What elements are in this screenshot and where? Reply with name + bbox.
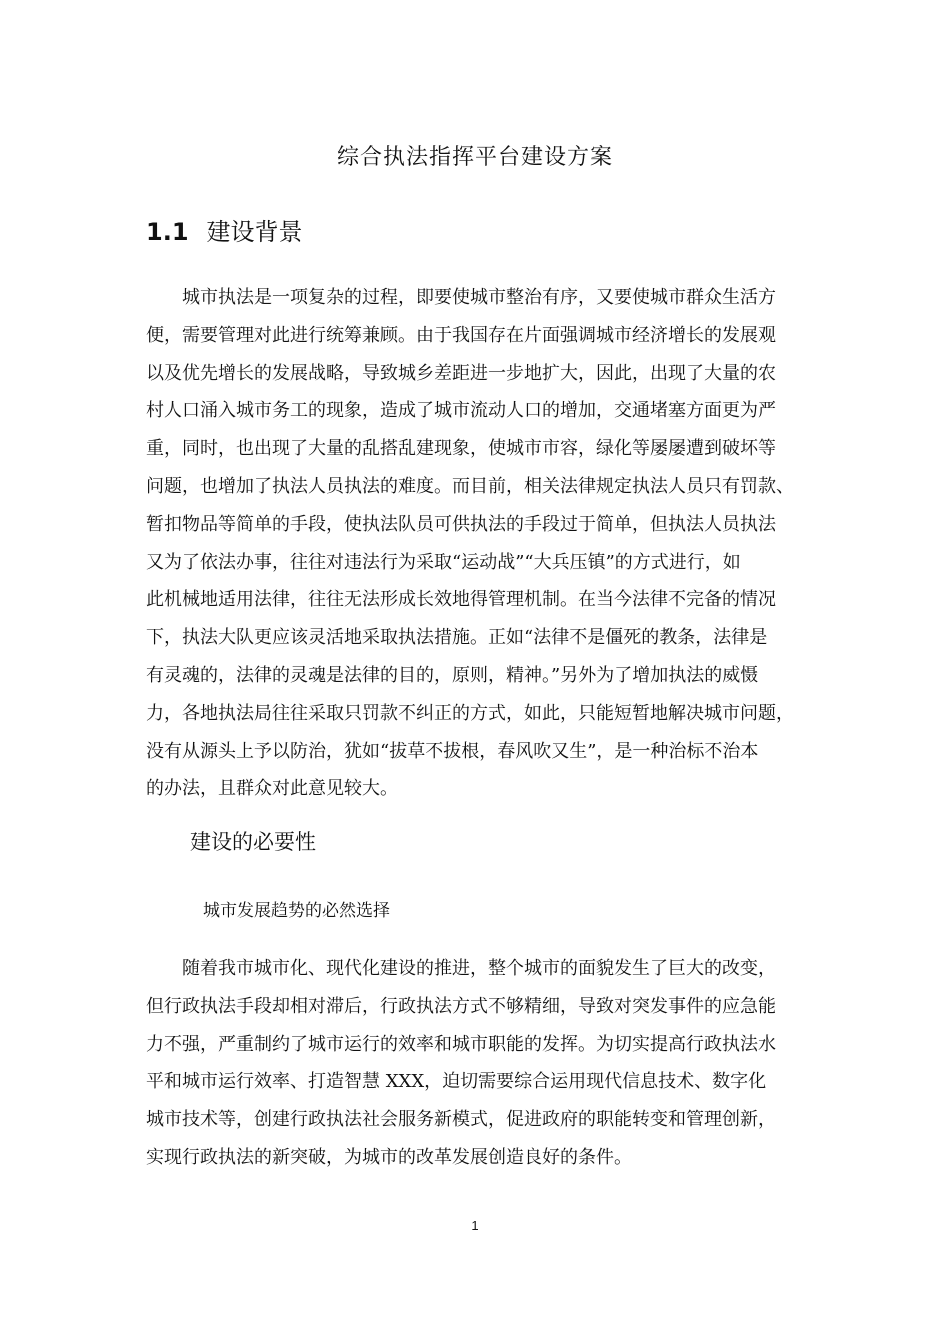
paragraph-line: 的办法，且群众对此意见较大。 xyxy=(146,778,398,800)
page-number: 1 xyxy=(471,1218,479,1233)
paragraph-line: 但行政执法手段却相对滞后，行政执法方式不够精细，导致对突发事件的应急能 xyxy=(146,995,776,1017)
paragraph-line: 随着我市城市化、现代化建设的推进，整个城市的面貌发生了巨大的改变， xyxy=(146,958,776,979)
document-title: 综合执法指挥平台建设方案 xyxy=(336,145,613,170)
section-title: 建设背景 xyxy=(206,218,303,246)
paragraph-line: 力不强，严重制约了城市运行的效率和城市职能的发挥。为切实提高行政执法水 xyxy=(146,1033,776,1055)
paragraph-line: 村人口涌入城市务工的现象，造成了城市流动人口的增加，交通堵塞方面更为严 xyxy=(146,400,776,422)
necessity-paragraph xyxy=(146,950,808,1177)
paragraph-line: 没有从源头上予以防治，犹如“拔草不拔根，春风吹又生”，是一种治标不治本 xyxy=(146,740,759,762)
paragraph-line: 平和城市运行效率、打造智慧 XXX，迫切需要综合运用现代信息技术、数字化 xyxy=(146,1071,767,1093)
subsection-heading: 建设的必要性 xyxy=(190,830,316,854)
section-heading xyxy=(146,212,303,247)
paragraph-line: 问题，也增加了执法人员执法的难度。而目前，相关法律规定执法人员只有罚款、 xyxy=(146,475,794,497)
paragraph-line: 以及优先增长的发展战略，导致城乡差距进一步地扩大，因此，出现了大量的农 xyxy=(146,362,776,384)
paragraph-line: 有灵魂的，法律的灵魂是法律的目的，原则，精神。”另外为了增加执法的威慑 xyxy=(146,664,759,686)
paragraph-line: 力，各地执法局往往采取只罚款不纠正的方式，如此，只能短暂地解决城市问题， xyxy=(146,702,794,724)
paragraph-line: 实现行政执法的新突破，为城市的改革发展创造良好的条件。 xyxy=(146,1146,632,1168)
paragraph-line: 城市执法是一项复杂的过程，即要使城市整治有序，又要使城市群众生活方 xyxy=(146,287,776,308)
subsubsection-heading: 城市发展趋势的必然选择 xyxy=(203,901,390,921)
paragraph-line: 又为了依法办事，往往对违法行为采取“运动战”“大兵压镇”的方式进行，如 xyxy=(146,551,741,573)
paragraph-line: 此机械地适用法律，往往无法形成长效地得管理机制。在当今法律不完备的情况 xyxy=(146,589,776,611)
section-number: 1.1 xyxy=(146,218,189,246)
paragraph-line: 便，需要管理对此进行统筹兼顾。由于我国存在片面强调城市经济增长的发展观 xyxy=(146,324,776,346)
paragraph-line: 城市技术等，创建行政执法社会服务新模式，促进政府的职能转变和管理创新， xyxy=(146,1109,776,1131)
paragraph-line: 下，执法大队更应该灵活地采取执法措施。正如“法律不是僵死的教条，法律是 xyxy=(146,627,768,649)
paragraph-line: 重，同时，也出现了大量的乱搭乱建现象，使城市市容，绿化等屡屡遭到破坏等 xyxy=(146,438,776,460)
paragraph-line: 暂扣物品等简单的手段，使执法队员可供执法的手段过于简单，但执法人员执法 xyxy=(146,513,776,535)
background-paragraph xyxy=(146,279,808,808)
